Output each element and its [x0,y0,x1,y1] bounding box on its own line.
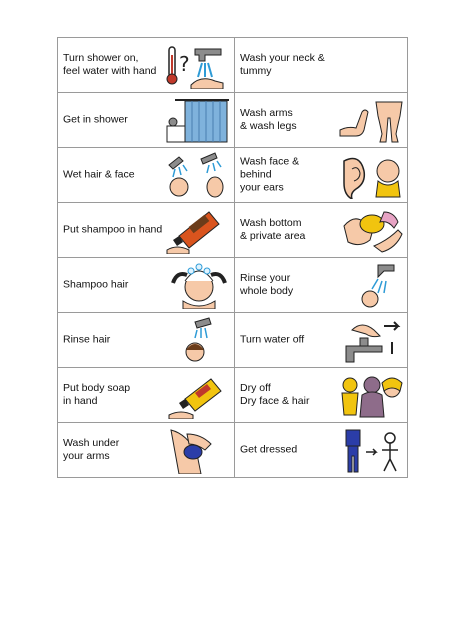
step-label: Wash bottom & private area [240,217,306,242]
step-label: Rinse hair [63,333,111,346]
arm-and-legs-icon [338,96,404,144]
table-row [58,38,408,93]
shampooing-hair-icon [165,261,231,309]
table-row [58,148,408,203]
shower-wet-hair-face-icon [165,151,231,199]
shower-routine-table [57,37,408,478]
step-cell-3-left [58,148,235,203]
step-label: Get in shower [63,113,128,126]
shower-rinse-body-icon [338,261,404,309]
table-row [58,203,408,258]
shower-rinse-hair-icon [165,316,231,364]
step-label: Dry off Dry face & hair [240,382,310,407]
step-cell-1-left [58,38,235,93]
thermometer-faucet-hand-icon [165,41,231,89]
step-label: Rinse your whole body [240,272,294,297]
step-cell-2-left [58,93,235,148]
step-label: Put shampoo in hand [63,223,163,236]
step-cell-6-left [58,313,235,368]
washing-underarm-icon [165,426,231,474]
get-dressed-clothes-icon [338,426,404,474]
step-label: Wash arms & wash legs [240,107,297,132]
step-label: Wash face & behind your ears [240,155,300,194]
step-label: Put body soap in hand [63,382,131,407]
step-cell-7-left [58,368,235,423]
step-cell-3-right [235,148,408,203]
step-label: Wash under your arms [63,437,120,462]
step-cell-8-right [235,423,408,478]
body-soap-bottle-hand-icon [165,371,231,419]
step-cell-1-right [235,38,408,93]
step-cell-6-right [235,313,408,368]
ear-and-face-washing-icon [338,151,404,199]
towel-drying-icon [338,371,404,419]
step-cell-4-right [235,203,408,258]
table-row [58,258,408,313]
shower-curtain-icon [165,96,231,144]
step-cell-4-left [58,203,235,258]
step-label: Shampoo hair [63,278,129,291]
step-label: Wash your neck & tummy [240,52,325,77]
step-label: Turn shower on, feel water with hand [63,52,157,77]
step-cell-5-left [58,258,235,313]
faucet-turn-off-icon [338,316,404,364]
svg-text:?: ? [179,52,190,76]
step-label: Turn water off [240,333,305,346]
step-cell-7-right [235,368,408,423]
hands-with-sponge-icon [338,206,404,254]
shampoo-bottle-hand-icon [165,206,231,254]
step-cell-2-right [235,93,408,148]
step-label: Get dressed [240,443,298,456]
step-label: Wet hair & face [63,168,135,181]
step-cell-5-right [235,258,408,313]
table-row [58,368,408,423]
table-row [58,423,408,478]
table-row [58,93,408,148]
step-cell-8-left [58,423,235,478]
table-row [58,313,408,368]
